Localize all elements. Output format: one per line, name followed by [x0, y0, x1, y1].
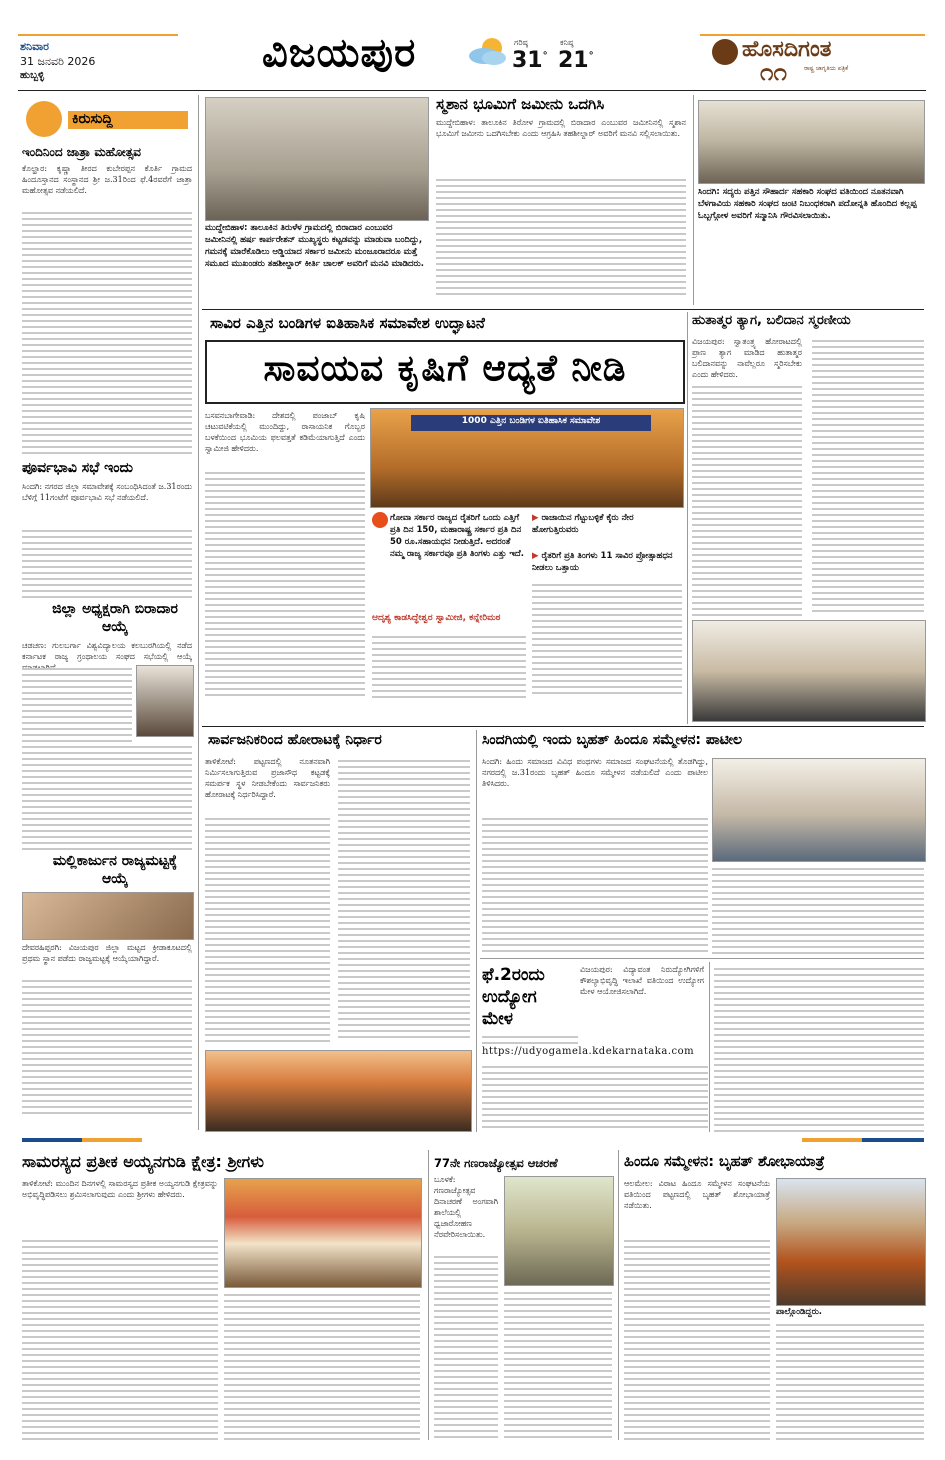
lead-body-2 — [532, 580, 682, 700]
bullet-arrow-icon: ▶ — [532, 551, 542, 561]
col1-h3-body — [22, 664, 132, 740]
right-headline: ಹುತಾತ್ಮರ ತ್ಯಾಗ, ಬಲಿದಾನ ಸ್ಮರಣೀಯ — [692, 313, 851, 328]
col1-h3-portrait — [136, 665, 194, 737]
mid-right-headline: ಸಿಂದಗಿಯಲ್ಲಿ ಇಂದು ಬೃಹತ್ ಹಿಂದೂ ಸಮ್ಮೇಳನ: ಪಾಟೀಲ — [482, 732, 743, 748]
col1-h4-lead: ದೇವರಹಿಪ್ಪರಗಿ: ವಿಜಯಪುರ ಜಿಲ್ಲಾ ಮಟ್ಟದ ಕ್ರೀಡಾಕೂಟದಲ್ಲಿ ಪ್ರಥಮ ಸ್ಥಾನ ಪಡೆದು ರಾಜ್ಯಮಟ್ಟಕ್ಕೆ ಆಯ್ಕೆಯಾಗಿದ್ದಾರೆ. — [22, 943, 192, 963]
mid-left-headline: ಸಾರ್ವಜನಿಕರಿಂದ ಹೋರಾಟಕ್ಕೆ ನಿರ್ಧಾರ — [208, 732, 382, 748]
paper-name: ಹೊಸದಿಗಂತ — [742, 37, 832, 62]
top-mid-body — [436, 175, 686, 300]
bullet-1: ▶ ರಾಜಾಯಿನ ಗೆಟ್ಟುಬಳ್ಳಿಕೆ ಕೈರು ನೇರ ಹೋಗುತ್ತಿರುವರು — [532, 513, 634, 535]
temp-min-label: ಕನಿಷ್ಠ — [560, 38, 574, 47]
lead-headline: ಸಾವಯವ ಕೃಷಿಗೆ ಆದ್ಯತೆ ನೀಡಿ — [263, 348, 627, 389]
bottom-h1-body-1 — [22, 1236, 218, 1440]
page-number: ೧೧ — [760, 58, 787, 86]
masthead-day: ಶನಿವಾರ — [20, 40, 49, 53]
bottom-h2-body-1 — [434, 1252, 498, 1440]
bottom-divider — [22, 1138, 924, 1144]
job-fair-body-2 — [482, 1062, 708, 1132]
bottom-h1-photo — [224, 1178, 422, 1288]
masthead-city: ಹುಬ್ಬಳ್ಳಿ — [20, 70, 45, 81]
col1-h4-body — [22, 976, 192, 1116]
job-fair-lead: ವಿಜಯಪುರ: ವಿದ್ಯಾವಂತ ನಿರುದ್ಯೋಗಿಗಳಿಗೆ ಕೌಶಲ್ಯಾಭಿವೃದ್ಧಿ ಇಲಾಖೆ ವತಿಯಿಂದ ಉದ್ಯೋಗ ಮೇಳ ಆಯೋಜಿಸಲಾಗಿದೆ. — [580, 965, 704, 996]
mid-right-body-2 — [712, 864, 924, 954]
mid-left-body-2 — [338, 756, 470, 1044]
job-fair-body-3 — [714, 964, 924, 1132]
top-mid-photo — [205, 97, 429, 221]
hand-icon — [26, 101, 62, 137]
bottom-h3: ಹಿಂದೂ ಸಮ್ಮೇಳನ: ಬೃಹತ್ ಶೋಭಾಯಾತ್ರೆ — [624, 1154, 825, 1170]
lead-photo — [370, 408, 684, 508]
lead-kicker: ಸಾವಿರ ಎತ್ತಿನ ಬಂಡಿಗಳ ಐತಿಹಾಸಿಕ ಸಮಾವೇಶ ಉದ್ಘಾಟನೆ — [210, 314, 485, 332]
col1-h4: ಮಲ್ಲಿಕಾರ್ಜುನ ರಾಜ್ಯಮಟ್ಟಕ್ಕೆ ಆಯ್ಕೆ — [52, 853, 178, 887]
job-fair-body-1 — [482, 1032, 578, 1044]
col1-h3-body2 — [22, 742, 192, 850]
right-body-1 — [692, 382, 802, 617]
bottom-h3-body-1 — [624, 1236, 770, 1440]
col1-h3-lead: ಚಡಚಣ: ಗುಲಬರ್ಗಾ ವಿಶ್ವವಿದ್ಯಾಲಯ ಕಲಬುರಗಿಯಲ್ಲಿ ನಡೆದ ಕರ್ನಾಟಕ ರಾಜ್ಯ ಗ್ರಂಥಾಲಯ ಸಂಘದ ಸಭೆಯಲ್ಲಿ ಆಯ್ಕೆ — [22, 641, 192, 661]
bottom-h2-lead: ಬೂಳಕೆ: ಗಣರಾಜ್ಯೋತ್ಸವ ದಿನಾಚರಣೆ ಅಂಗವಾಗಿ ಶಾಲೆಯಲ್ಲಿ ಧ್ವಜಾರೋಹಣ ನೆರವೇರಿಸಲಾಯಿತು. — [434, 1175, 498, 1239]
lamp-icon — [712, 39, 738, 65]
right-photo — [692, 620, 926, 722]
paper-tagline: ರಾಷ್ಟ್ರ ಜಾಗೃತಿಯ ಪತ್ರಿಕೆ — [804, 65, 849, 72]
col1-h2-lead: ಸಿಂದಗಿ: ನಗರದ ಜಿಲ್ಲಾ ಸಮಾವೇಶಕ್ಕೆ ಸಂಬಂಧಿಸಿದಂತೆ ಜ.31ರಂದು ಬೆಳಿಗ್ಗೆ 11ಗಂಟೆಗೆ ಪೂರ್ವಭಾವಿ ಸಭೆ ನಡೆಯಲಿದೆ. — [22, 482, 192, 502]
job-fair-headline: ಫೆ.2ರಂದು ಉದ್ಯೋಗ ಮೇಳ — [482, 965, 545, 1029]
mid-left-body-1 — [205, 814, 330, 1044]
bottom-h1-body-2 — [224, 1290, 420, 1440]
kirusuddi-label: ಕಿರುಸುದ್ದಿ — [72, 111, 113, 127]
mid-left-lead: ತಾಳಿಕೋಟೆ: ಪಟ್ಟಣದಲ್ಲಿ ನೂತನವಾಗಿ ನಿರ್ಮಿಸಲಾಗುತ್ತಿರುವ ಪ್ರಜಾಸೌಧ ಕಟ್ಟಡಕ್ಕೆ ಸಮರ್ಪಕ ಸ್ಥಳ ನೀಡಬೇಕೆಂದು ಸಾರ್ವಜನಿಕರು ಹೋರಾಟಕ್ಕೆ ನಿರ್ಧರಿಸಿದ್ದಾರೆ. — [205, 757, 330, 799]
lead-photo-banner: 1000 ಎತ್ತಿನ ಬಂಡಿಗಳ ಐತಿಹಾಸಿಕ ಸಮಾವೇಶ — [461, 416, 601, 426]
bottom-h2-photo — [504, 1176, 614, 1286]
top-mid-caption: ಮುದ್ದೇಬಿಹಾಳ: ತಾಲೂಕಿನ ತಿರುಳೆಳ ಗ್ರಾಮದಲ್ಲಿ ಬಿರಾದಾರ ಎಂಬುವರ ಜಮೀನಿನಲ್ಲಿ ಹರ್ಷ ಕಾರ್ಪರೇಶನ್ ಮುಖ್ಯಸ್ಥರು ಕಟ್ಟಡವನ್ನು ಮಾಡುವಾ ಬಂದಿದ್ದು, ಗಮನಕ್ಕೆ ಮಾರೆಕೊಡಿಲು ಆಡ್ಡಿಯಾದ ಸರ್ಕಾರ ಜಮೀನು ಮಂಜೂರಾದರೂ ಮತ್ತೆ ಸಮೂದ ಮುಖಂಡರು ತಹಶೀಲ್ದಾರ್ ಕೀರ್ತಿ ಚಾಲಕ್ ಅವರಿಗೆ ಮನವಿ ಮಾಡಿದರು. — [205, 223, 424, 269]
bottom-h2-body-2 — [504, 1288, 612, 1440]
col1-h1-lead: ಕೊಲ್ಹಾರ: ಕೃಷ್ಣಾ ತೀರದ ಕುಬೇರಪ್ಪನ ಕೊರ್ತಿ ಗ್ರಾಮದ ಹಿಂದೂಸ್ತಾನದ ಸಂಸ್ಥಾನದ ಶ್ರೀ ಜ.31ರಿಂದ ಫೆ.4ರವರೆಗೆ ಜಾತ್ರಾ ಮಹೋತ್ಸವ ನಡೆಯಲಿದೆ. — [22, 164, 192, 195]
kirusuddi-box — [22, 97, 190, 143]
col1-h3: ಜಿಲ್ಲಾ ಅಧ್ಯಕ್ಷರಾಗಿ ಬಿರಾದಾರ ಆಯ್ಕೆ — [52, 601, 178, 635]
mid-right-body-1 — [482, 814, 708, 954]
temp-max: 31° — [512, 48, 548, 73]
lead-lead: ಬಸವನಬಾಗೇವಾಡಿ: ದೇಶದಲ್ಲಿ ಪಂಜಾಬ್ ಕೃಷಿ ಚಟುವಟಿಕೆಯಲ್ಲಿ ಮುಂದಿದ್ದು, ರಾಸಾಯನಿಕ ಗೊಬ್ಬರ ಬಳಕೆಯಿಂದ ಭೂಮಿಯ ಫಲವತ್ತತೆ ಕಡಿಮೆಯಾಗುತ್ತಿದೆ ಎಂದು ಸ್ವಾಮೀಜಿ ಹೇಳಿದರು. — [205, 411, 365, 453]
bottom-h3-caption: ಪಾಲ್ಗೊಂಡಿದ್ದರು. — [776, 1307, 823, 1317]
bottom-h1: ಸಾಮರಸ್ಯದ ಪ್ರತೀಕ ಅಯ್ಯನಗುಡಿ ಕ್ಷೇತ್ರ: ಶ್ರೀಗಳು — [22, 1152, 264, 1171]
lead-body-1 — [205, 468, 365, 698]
masthead-date: 31 ಜನವರಿ 2026 — [20, 55, 96, 68]
edition-title: ವಿಜಯಪುರ — [262, 30, 417, 76]
col1-h1-body — [22, 208, 192, 456]
temp-min: 21° — [558, 48, 594, 73]
paper-logo — [712, 37, 912, 77]
bottom-h3-photo — [776, 1178, 926, 1306]
temp-max-label: ಗರಿಷ್ಠ — [514, 38, 528, 47]
right-body-2 — [812, 336, 924, 617]
bullet-arrow-icon: ▶ — [532, 513, 542, 523]
lead-body-3 — [372, 632, 526, 700]
col1-h2: ಪೂರ್ವಭಾವಿ ಸಭೆ ಇಂದು — [22, 460, 133, 476]
col1-h2-body — [22, 526, 192, 598]
lead-headline-box — [205, 340, 685, 404]
top-mid-headline: ಸ್ಮಶಾನ ಭೂಮಿಗೆ ಜಮೀನು ಒದಗಿಸಿ — [436, 95, 605, 113]
bottom-h1-lead: ತಾಳಿಕೋಟೆ: ಮುಂದಿನ ದಿನಗಳಲ್ಲಿ ಸಾಮರಸ್ಯದ ಪ್ರತೀಕ ಅಯ್ಯನಗುಡಿ ಕ್ಷೇತ್ರವನ್ನು ಅಭಿವೃದ್ಧಿಪಡಿಸಲು ಶ್ರಮಿಸಲಾಗುವುದು ಎಂದು ಶ್ರೀಗಳು ಹೇಳಿದರು. — [22, 1179, 218, 1199]
mid-right-photo — [712, 758, 926, 862]
mid-right-lead: ಸಿಂದಗಿ: ಹಿಂದು ಸಮಾಜದ ವಿವಿಧ ಪಂಥಗಳು ಸಮಾಜದ ಸಂಘಟನೆಯಲ್ಲಿ ತೊಡಗಿದ್ದು, ನಗರದಲ್ಲಿ ಜ.31ರಂದು ಬೃಹತ್ ಹಿಂದೂ ಸಮ್ಮೇಳನ ನಡೆಯಲಿದೆ ಎಂದು ಪಾಟೀಲ ತಿಳಿಸಿದರು. — [482, 757, 708, 788]
masthead — [0, 0, 945, 92]
bullet-2: ▶ ರೈತರಿಗೆ ಪ್ರತಿ ತಿಂಗಳು 11 ಸಾವಿರ ಪ್ರೋತ್ಸಾಹಧನ ನೀಡಲು ಒತ್ತಾಯ — [532, 551, 673, 573]
right-lead: ವಿಜಯಪುರ: ಸ್ವಾತಂತ್ರ್ಯ ಹೋರಾಟದಲ್ಲಿ ಪ್ರಾಣ ತ್ಯಾಗ ಮಾಡಿದ ಹುತಾತ್ಮರ ಬಲಿದಾನವನ್ನು ನಾವೆಲ್ಲರೂ ಸ್ಮರಿಸಬೇಕು ಎಂದು ಹೇಳಿದರು. — [692, 337, 802, 379]
bottom-h3-lead: ಆಲಮೇಲ: ವಿರಾಟ ಹಿಂದೂ ಸಮ್ಮೇಳನ ಸಂಘಟನೆಯ ವತಿಯಿಂದ ಪಟ್ಟಣದಲ್ಲಿ ಬೃಹತ್ ಶೋಭಾಯಾತ್ರೆ ನಡೆಯಿತು. — [624, 1179, 770, 1210]
bottom-h2: 77ನೇ ಗಣರಾಜ್ಯೋತ್ಸವ ಆಚರಣೆ — [434, 1156, 558, 1170]
bottom-h3-body-2 — [776, 1320, 924, 1440]
weather-icon — [466, 34, 510, 66]
pull-quote: ಗೋವಾ ಸರ್ಕಾರ ರಾಜ್ಯದ ರೈತರಿಗೆ ಒಂದು ಎತ್ತಿಗೆ ಪ್ರತಿ ದಿನ 150, ಮಹಾರಾಷ್ಟ್ರ ಸರ್ಕಾರ ಪ್ರತಿ ದಿನ 50 ರೂ.ಸಹಾಯಧನ ನೀಡುತ್ತಿದೆ. ಅದರಂತೆ ನಮ್ಮ ರಾಜ್ಯ ಸರ್ಕಾರವೂ ಪ್ರತಿ ತಿಂಗಳು ಎತ್ತು ಇದೆ. — [390, 513, 524, 559]
top-right-photo — [698, 100, 925, 184]
mid-left-photo — [205, 1050, 472, 1132]
top-mid-lead: ಮುದ್ದೇಬಿಹಾಳ: ತಾಲೂಕಿನ ತಿರೋಳ ಗ್ರಾಮದಲ್ಲಿ ಬಿರಾದಾರ ಎಂಬುವರ ಜಮೀನಿನಲ್ಲಿ ಸ್ಮಶಾನ ಭೂಮಿಗೆ ಜಮೀನು ಒದಗಿಸಬೇಕು ಎಂದು ಆಗ್ರಹಿಸಿ ತಹಶೀಲ್ದಾರ್ ಅವರಿಗೆ ಮನವಿ ಸಲ್ಲಿಸಲಾಯಿತು. — [436, 118, 686, 138]
pull-quote-author: ಆದೃಶ್ಯ ಕಾಡಸಿದ್ಧೇಶ್ವರ ಸ್ವಾಮೀಜಿ, ಕನ್ನೇರಿಮಠ — [372, 613, 501, 623]
job-fair-url[interactable]: https://udyogamela.kdekarnataka.com — [482, 1046, 695, 1057]
pull-quote-icon — [372, 512, 388, 528]
top-right-caption: ಸಿಂದಗಿ: ಸದ್ಯರು ಪತ್ತಿನ ಸೌಹಾರ್ದ ಸಹಕಾರಿ ಸಂಘದ ವತಿಯಿಂದ ನೂತನವಾಗಿ ಬೆಳಗಾವಿಯ ಸಹಕಾರಿ ಸಂಘದ ಜಂಟಿ ನಿಬಂಧಕರಾಗಿ ಪದೋನ್ನತಿ ಹೊಂದಿದ ಕಲ್ಲಪ್ಪ ಓಬ್ಬಗ್ಗೋಳ ಅವರಿಗೆ ಸನ್ಮಾನಿಸಿ ಗೌರವಿಸಲಾಯಿತು. — [698, 187, 917, 221]
col1-h1: ಇಂದಿನಿಂದ ಜಾತ್ರಾ ಮಹೋತ್ಸವ — [22, 145, 141, 159]
col1-h4-photo — [22, 892, 194, 940]
